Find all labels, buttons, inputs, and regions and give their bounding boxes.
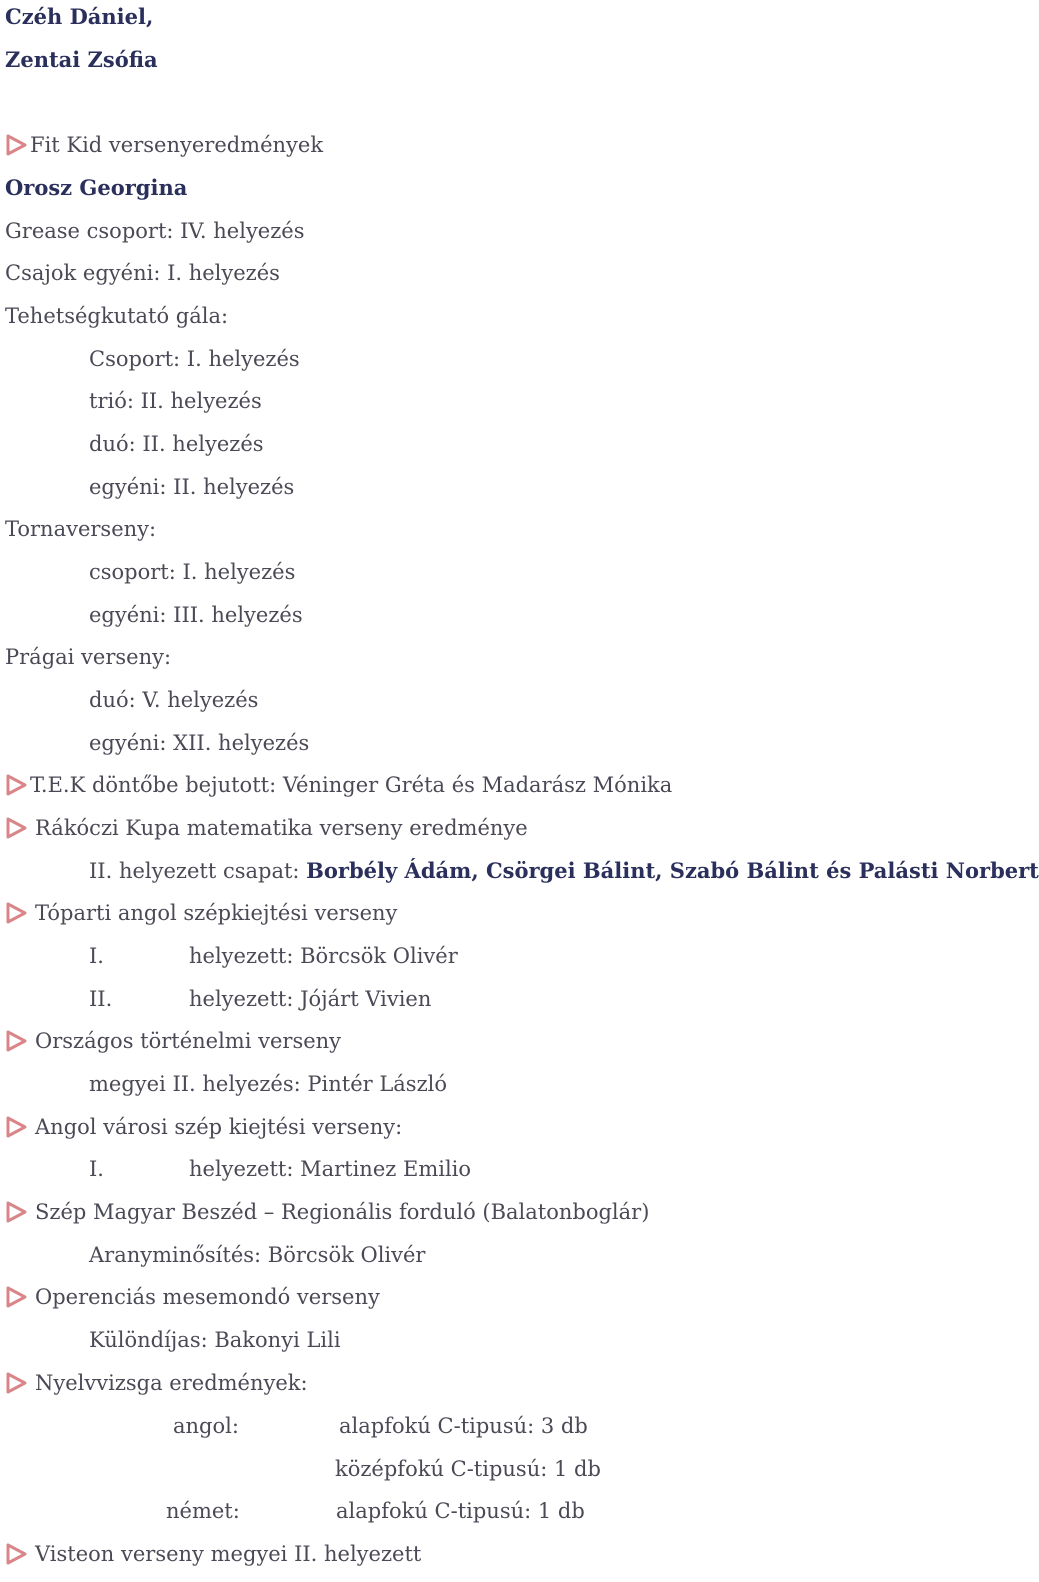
section-operencias-title (5, 1282, 380, 1325)
nyelvvizsga-angol-row-2 (173, 1454, 773, 1497)
fitkid-torna: Tornaverseny: (5, 517, 157, 541)
section-fitkid-title (5, 130, 323, 173)
toparti-title-text: Tóparti angol szépkiejtési verseny (35, 901, 398, 925)
triangle-bullet-icon (5, 774, 27, 796)
header-name-2 (5, 45, 158, 88)
triangle-bullet-icon (5, 134, 27, 156)
szep-magyar-result: Aranyminősítés: Börcsök Olivér (89, 1243, 426, 1267)
section-rakoczi-title (5, 813, 528, 856)
section-visteon-title (5, 1539, 421, 1582)
nyelvvizsga-nemet-1: alapfokú C-tipusú: 1 db (336, 1499, 585, 1523)
angol-varosi-rank: I. (89, 1157, 104, 1181)
orszagos-title-text: Országos történelmi verseny (35, 1029, 342, 1053)
visteon-title-text: Visteon verseny megyei II. helyezett (35, 1542, 422, 1566)
angol-varosi-row (89, 1154, 689, 1197)
triangle-bullet-icon (5, 1116, 27, 1138)
nyelvvizsga-angol-1: alapfokú C-tipusú: 3 db (339, 1414, 588, 1438)
header-name-1 (5, 2, 153, 45)
fitkid-person-text: Orosz Georgina (5, 175, 188, 200)
nyelvvizsga-angol-2: középfokú C-tipusú: 1 db (335, 1457, 601, 1481)
tehetseg-item: trió: II. helyezés (89, 389, 262, 413)
triangle-bullet-icon (5, 1543, 27, 1565)
toparti-rank: II. (89, 987, 113, 1011)
tehetseg-item: Csoport: I. helyezés (89, 347, 300, 371)
section-orszagos-title (5, 1026, 341, 1069)
fitkid-csajok: Csajok egyéni: I. helyezés (5, 261, 280, 285)
angol-varosi-title-text: Angol városi szép kiejtési verseny: (35, 1115, 403, 1139)
triangle-bullet-icon (5, 1201, 27, 1223)
torna-item: egyéni: III. helyezés (89, 603, 303, 627)
nyelvvizsga-nemet-label: német: (166, 1499, 240, 1523)
tehetseg-item: duó: II. helyezés (89, 432, 264, 456)
szep-magyar-title-text: Szép Magyar Beszéd – Regionális forduló (Balatonboglár) (35, 1200, 650, 1224)
praga-item: duó: V. helyezés (89, 688, 259, 712)
fitkid-praga: Prágai verseny: (5, 645, 172, 669)
tek-title-text: T.E.K döntőbe bejutott: Véninger Gréta és Madarász Mónika (30, 773, 673, 797)
triangle-bullet-icon (5, 1030, 27, 1052)
toparti-row (89, 984, 689, 1027)
praga-item: egyéni: XII. helyezés (89, 731, 310, 755)
fitkid-person (5, 173, 187, 216)
angol-varosi-text: helyezett: Martinez Emilio (189, 1157, 472, 1181)
triangle-bullet-icon (5, 1372, 27, 1394)
rakoczi-prefix: II. helyezett csapat: (89, 859, 307, 883)
rakoczi-title-text: Rákóczi Kupa matematika verseny eredménye (35, 816, 528, 840)
toparti-text: helyezett: Börcsök Olivér (189, 944, 458, 968)
nyelvvizsga-angol-label: angol: (173, 1414, 239, 1438)
section-szep-magyar-title (5, 1197, 649, 1240)
section-tek-title (5, 770, 672, 813)
rakoczi-names: Borbély Ádám, Csörgei Bálint, Szabó Bálint és Palásti Norbert (306, 858, 1039, 883)
tehetseg-item: egyéni: II. helyezés (89, 475, 295, 499)
torna-item: csoport: I. helyezés (89, 560, 296, 584)
operencias-result: Különdíjas: Bakonyi Lili (89, 1328, 341, 1352)
triangle-bullet-icon (5, 902, 27, 924)
toparti-row (89, 941, 689, 984)
toparti-text: helyezett: Jójárt Vivien (189, 987, 432, 1011)
section-toparti-title (5, 898, 397, 941)
triangle-bullet-icon (5, 817, 27, 839)
section-angol-varosi-title (5, 1112, 402, 1155)
operencias-title-text: Operenciás mesemondó verseny (35, 1285, 380, 1309)
section-nyelvvizsga-title (5, 1368, 308, 1411)
header-name-2-text: Zentai Zsófia (5, 47, 158, 72)
triangle-bullet-icon (5, 1286, 27, 1308)
rakoczi-result (89, 856, 1039, 899)
toparti-rank: I. (89, 944, 104, 968)
fitkid-grease: Grease csoport: IV. helyezés (5, 219, 305, 243)
nyelvvizsga-angol-row (173, 1411, 773, 1454)
fitkid-title-text: Fit Kid versenyeredmények (30, 133, 324, 157)
nyelvvizsga-nemet-row (166, 1496, 766, 1539)
nyelvvizsga-title-text: Nyelvvizsga eredmények: (35, 1371, 308, 1395)
header-name-1-text: Czéh Dániel, (5, 4, 154, 29)
fitkid-tehetseg: Tehetségkutató gála: (5, 304, 229, 328)
orszagos-result: megyei II. helyezés: Pintér László (89, 1072, 448, 1096)
